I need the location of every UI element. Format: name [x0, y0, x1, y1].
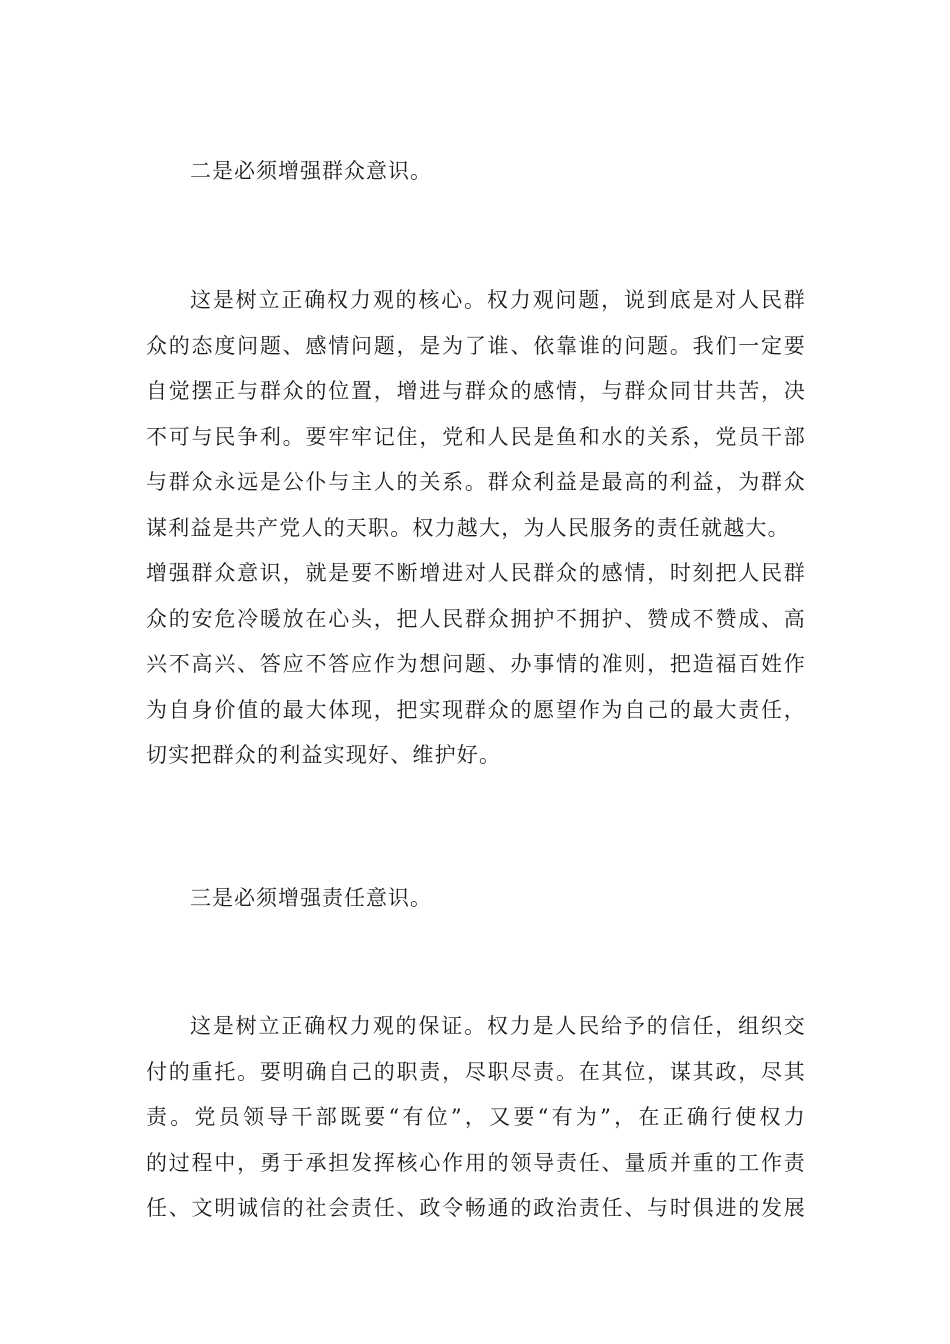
paragraph-two — [146, 278, 806, 779]
paragraph-line: 付的重托。要明确自己的职责，尽职尽责。在其位，谋其政，尽其 — [146, 1059, 806, 1084]
paragraph-line: 这是树立正确权力观的核心。权力观问题，说到底是对人民群 — [190, 288, 806, 312]
paragraph-line: 的过程中，勇于承担发挥核心作用的领导责任、量质并重的工作责 — [146, 1150, 806, 1175]
paragraph-line: 谋利益是共产党人的天职。权力越大，为人民服务的责任就越大。 — [146, 515, 790, 540]
paragraph-line: 自觉摆正与群众的位置，增进与群众的感情，与群众同甘共苦，决 — [146, 379, 806, 403]
paragraph-three — [146, 1004, 806, 1232]
paragraph-line: 任、文明诚信的社会责任、政令畅通的政治责任、与时俱进的发展 — [146, 1196, 806, 1220]
paragraph-line: 众的态度问题、感情问题，是为了谁、依靠谁的问题。我们一定要 — [146, 333, 806, 358]
paragraph-line: 增强群众意识，就是要不断增进对人民群众的感情，时刻把人民群 — [146, 561, 806, 585]
paragraph-line: 这是树立正确权力观的保证。权力是人民给予的信任，组织交 — [190, 1014, 806, 1038]
paragraph-line: 不可与民争利。要牢牢记住，党和人民是鱼和水的关系，党员干部 — [146, 424, 806, 449]
section-heading-two: 二是必须增强群众意识。 — [190, 159, 432, 183]
paragraph-line: 为自身价值的最大体现，把实现群众的愿望作为自己的最大责任， — [146, 697, 806, 722]
paragraph-line: 责。党员领导干部既要“有位”，又要“有为”，在正确行使权力 — [146, 1105, 806, 1129]
paragraph-line: 兴不高兴、答应不答应作为想问题、办事情的准则，把造福百姓作 — [146, 652, 806, 676]
paragraph-line: 与群众永远是公仆与主人的关系。群众利益是最高的利益，为群众 — [146, 470, 806, 494]
paragraph-line: 切实把群众的利益实现好、维护好。 — [146, 743, 502, 767]
section-heading-three: 三是必须增强责任意识。 — [190, 886, 432, 910]
paragraph-line: 众的安危冷暖放在心头，把人民群众拥护不拥护、赞成不赞成、高 — [146, 606, 806, 631]
